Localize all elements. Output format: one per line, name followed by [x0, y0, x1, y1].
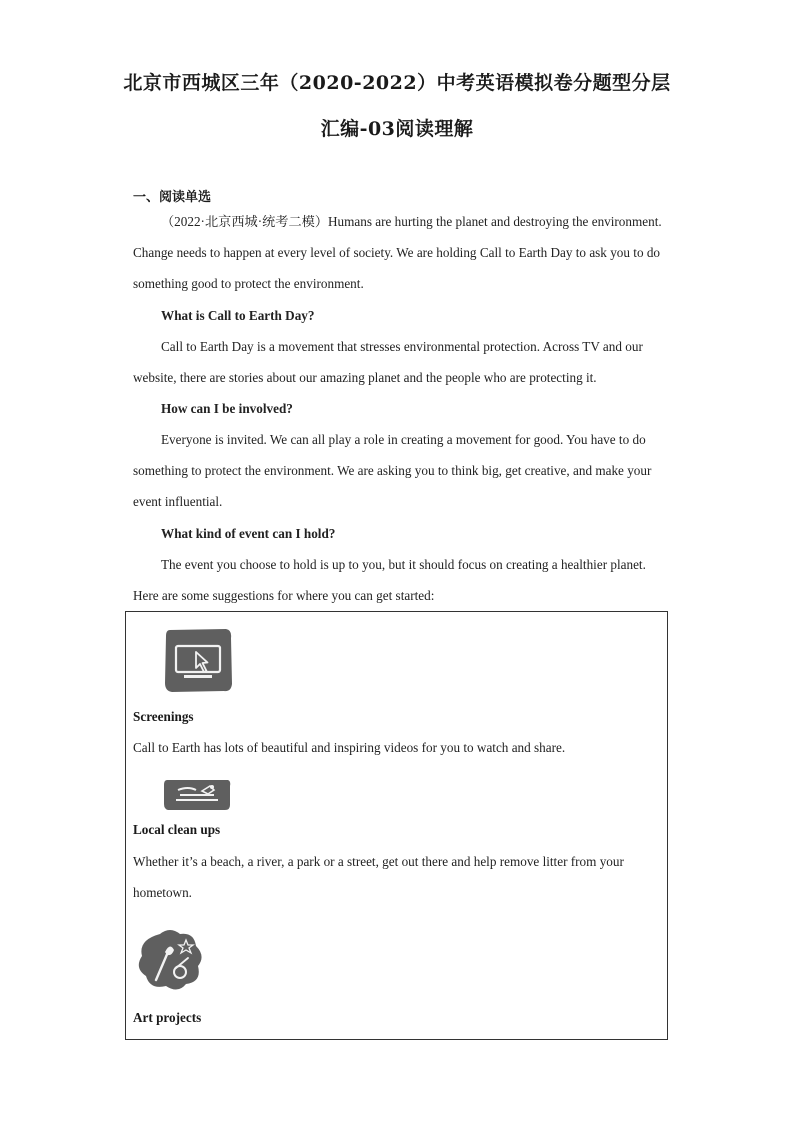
answer-1: Call to Earth Day is a movement that stresses environmental protection. Across TV and our website, there are stories about our amazing planet and the people who are protecting it. — [133, 339, 643, 386]
question-1: What is Call to Earth Day? — [161, 308, 315, 323]
question-3: What kind of event can I hold? — [161, 526, 336, 541]
document-title-line2: 汇编-03阅读理解 — [320, 118, 474, 140]
suggestion-title: Local clean ups — [133, 822, 221, 837]
section-heading: 一、阅读单选 — [133, 190, 212, 205]
document-title-line1: 北京市西城区三年（2020-2022）中考英语模拟卷分题型分层 — [123, 72, 671, 94]
suggestion-text: Whether it’s a beach, a river, a park or a street, get out there and help remove litter from your hometown. — [133, 854, 624, 900]
question-2: How can I be involved? — [161, 401, 293, 416]
suggestion-clean-ups — [125, 768, 668, 915]
paintbrush-icon — [134, 928, 206, 998]
screen-cursor-icon — [162, 626, 234, 698]
answer-2: Everyone is invited. We can all play a role in creating a movement for good. You have to do something to protect the environment. We are asking you to think big, get creative, and make your event influential. — [133, 432, 652, 510]
passage-intro: （2022·北京西城·统考二模）Humans are hurting the planet and destroying the environment. Change needs to happen at every level of society. We are holding Call to Earth Day to ask you to do something good to protect the environment. — [133, 214, 662, 292]
suggestion-title: Screenings — [133, 709, 194, 724]
answer-3: The event you choose to hold is up to you, but it should focus on creating a healthier planet. Here are some suggestions for where you can get started: — [133, 557, 646, 604]
cleanup-icon — [162, 778, 232, 816]
suggestion-text: Call to Earth has lots of beautiful and inspiring videos for you to watch and share. — [133, 740, 566, 755]
suggestion-art-projects — [125, 914, 668, 1040]
suggestion-screenings — [125, 611, 668, 769]
suggestion-title: Art projects — [133, 1010, 202, 1025]
